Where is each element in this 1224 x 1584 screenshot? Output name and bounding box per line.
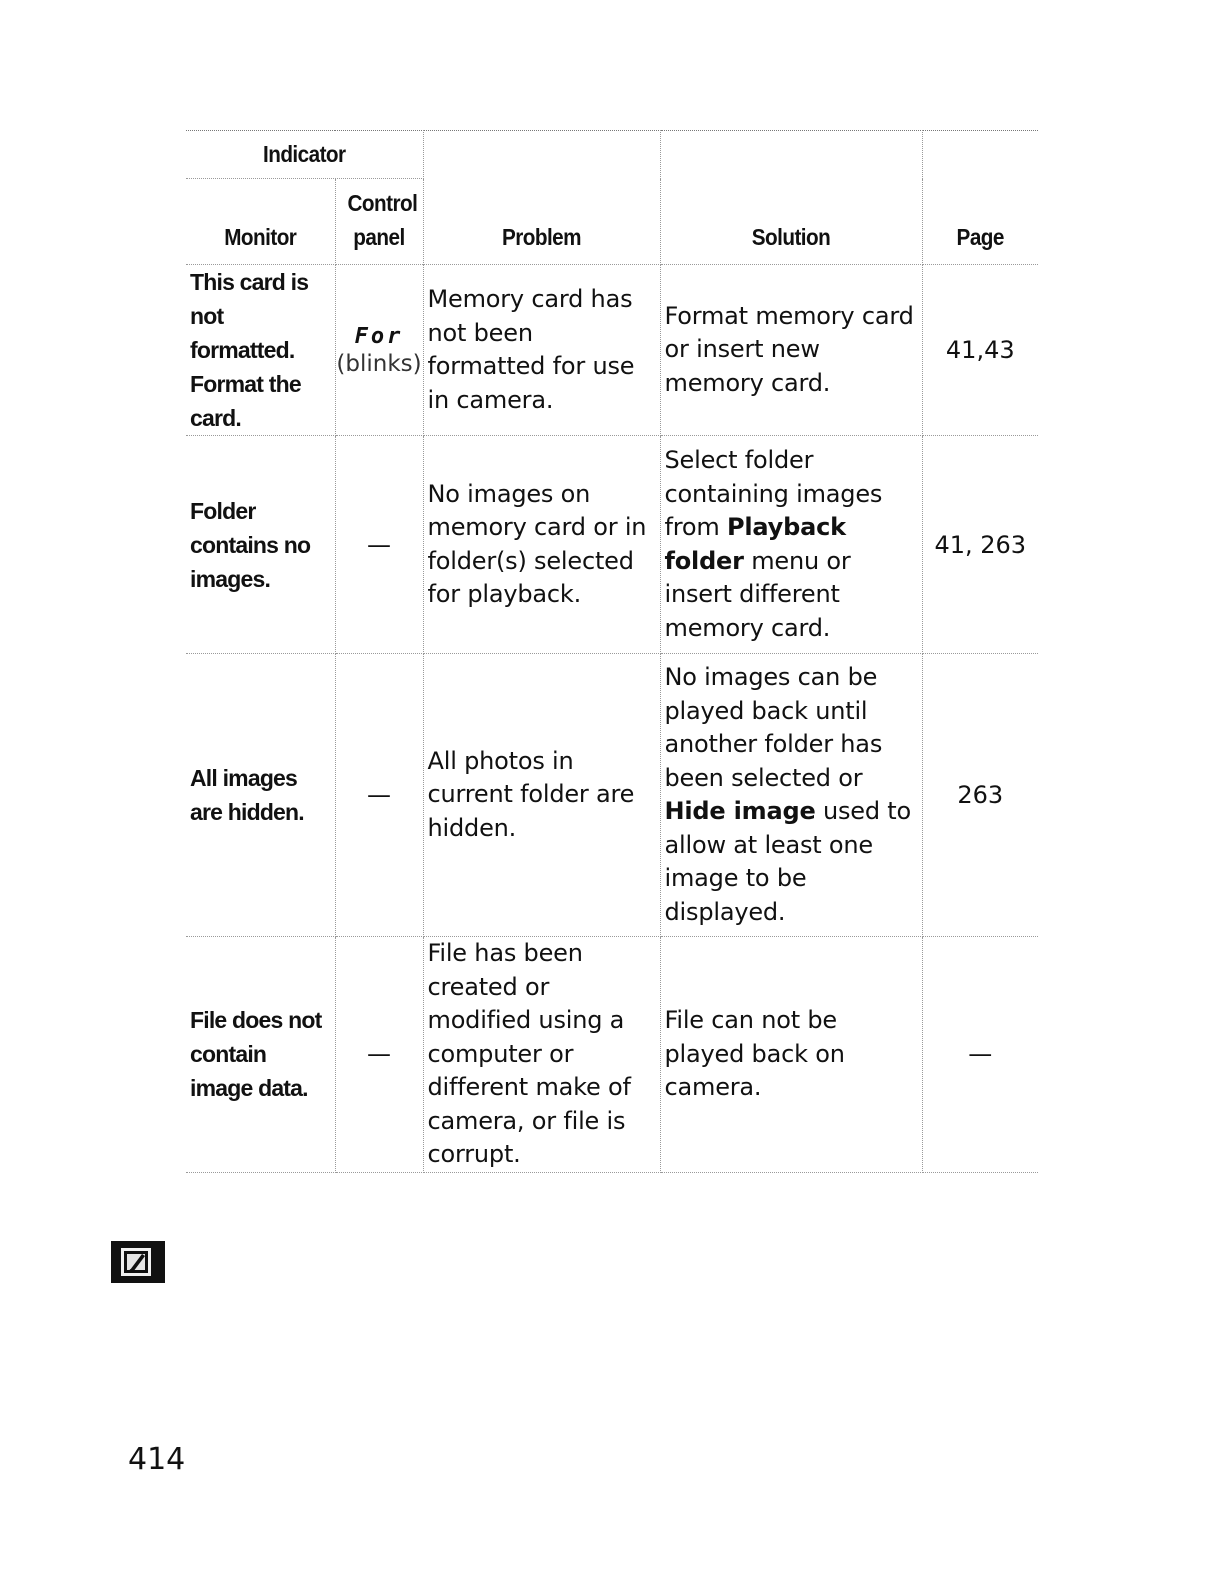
blinks-note: (blinks): [336, 350, 422, 377]
control-panel-indicator: [335, 265, 423, 436]
header-problem: Problem: [435, 131, 648, 265]
problem-text: Memory card has not been formatted for use in camera.: [423, 265, 660, 436]
control-panel-indicator: —: [335, 436, 423, 654]
header-indicator: Indicator: [198, 131, 411, 179]
solution-text-part: Select folder containing images from: [664, 446, 883, 541]
solution-text-part: used to allow at least one image to be displayed.: [664, 797, 911, 926]
control-panel-indicator: —: [335, 937, 423, 1173]
table-row: [186, 265, 1038, 436]
control-panel-indicator: —: [335, 654, 423, 937]
solution-text: [660, 436, 922, 654]
header-control-panel-label: Control panel: [347, 190, 418, 250]
lcd-for-indicator: For: [354, 323, 404, 349]
solution-text-part: menu or insert different memory card.: [664, 546, 851, 642]
monitor-message: This card is not formatted. Format the card.: [186, 265, 335, 436]
menu-name-hide-image: Hide image: [664, 797, 816, 825]
menu-name-playback-folder: Playback folder: [664, 513, 846, 575]
page-ref: 41,43: [922, 265, 1038, 436]
page-ref: 263: [922, 654, 1038, 937]
table-row: [186, 436, 1038, 654]
problem-text: No images on memory card or in folder(s) selected for playback.: [423, 436, 660, 654]
solution-text: [660, 654, 922, 937]
monitor-message: All images are hidden.: [186, 654, 335, 937]
solution-text-part: No images can be played back until another folder has been selected or: [664, 663, 883, 792]
solution-text: Format memory card or insert new memory card.: [660, 265, 922, 436]
table-row: [186, 937, 1038, 1173]
monitor-message: Folder contains no images.: [186, 436, 335, 654]
page-number: 414: [128, 1442, 186, 1477]
page-ref: 41, 263: [922, 436, 1038, 654]
header-solution: Solution: [673, 131, 909, 265]
monitor-message: File does not contain image data.: [186, 937, 335, 1173]
problem-text: File has been created or modified using a computer or different make of camera, or file is corrupt.: [423, 937, 660, 1173]
page-ref: —: [922, 937, 1038, 1173]
header-page: Page: [928, 131, 1032, 265]
troubleshooting-table: [186, 130, 1038, 1173]
header-control-panel: [339, 179, 418, 265]
table-row: [186, 654, 1038, 937]
problem-text: All photos in current folder are hidden.: [423, 654, 660, 937]
header-monitor: Monitor: [193, 179, 327, 265]
troubleshooting-tab-icon: [110, 1240, 166, 1284]
solution-text: File can not be played back on camera.: [660, 937, 922, 1173]
